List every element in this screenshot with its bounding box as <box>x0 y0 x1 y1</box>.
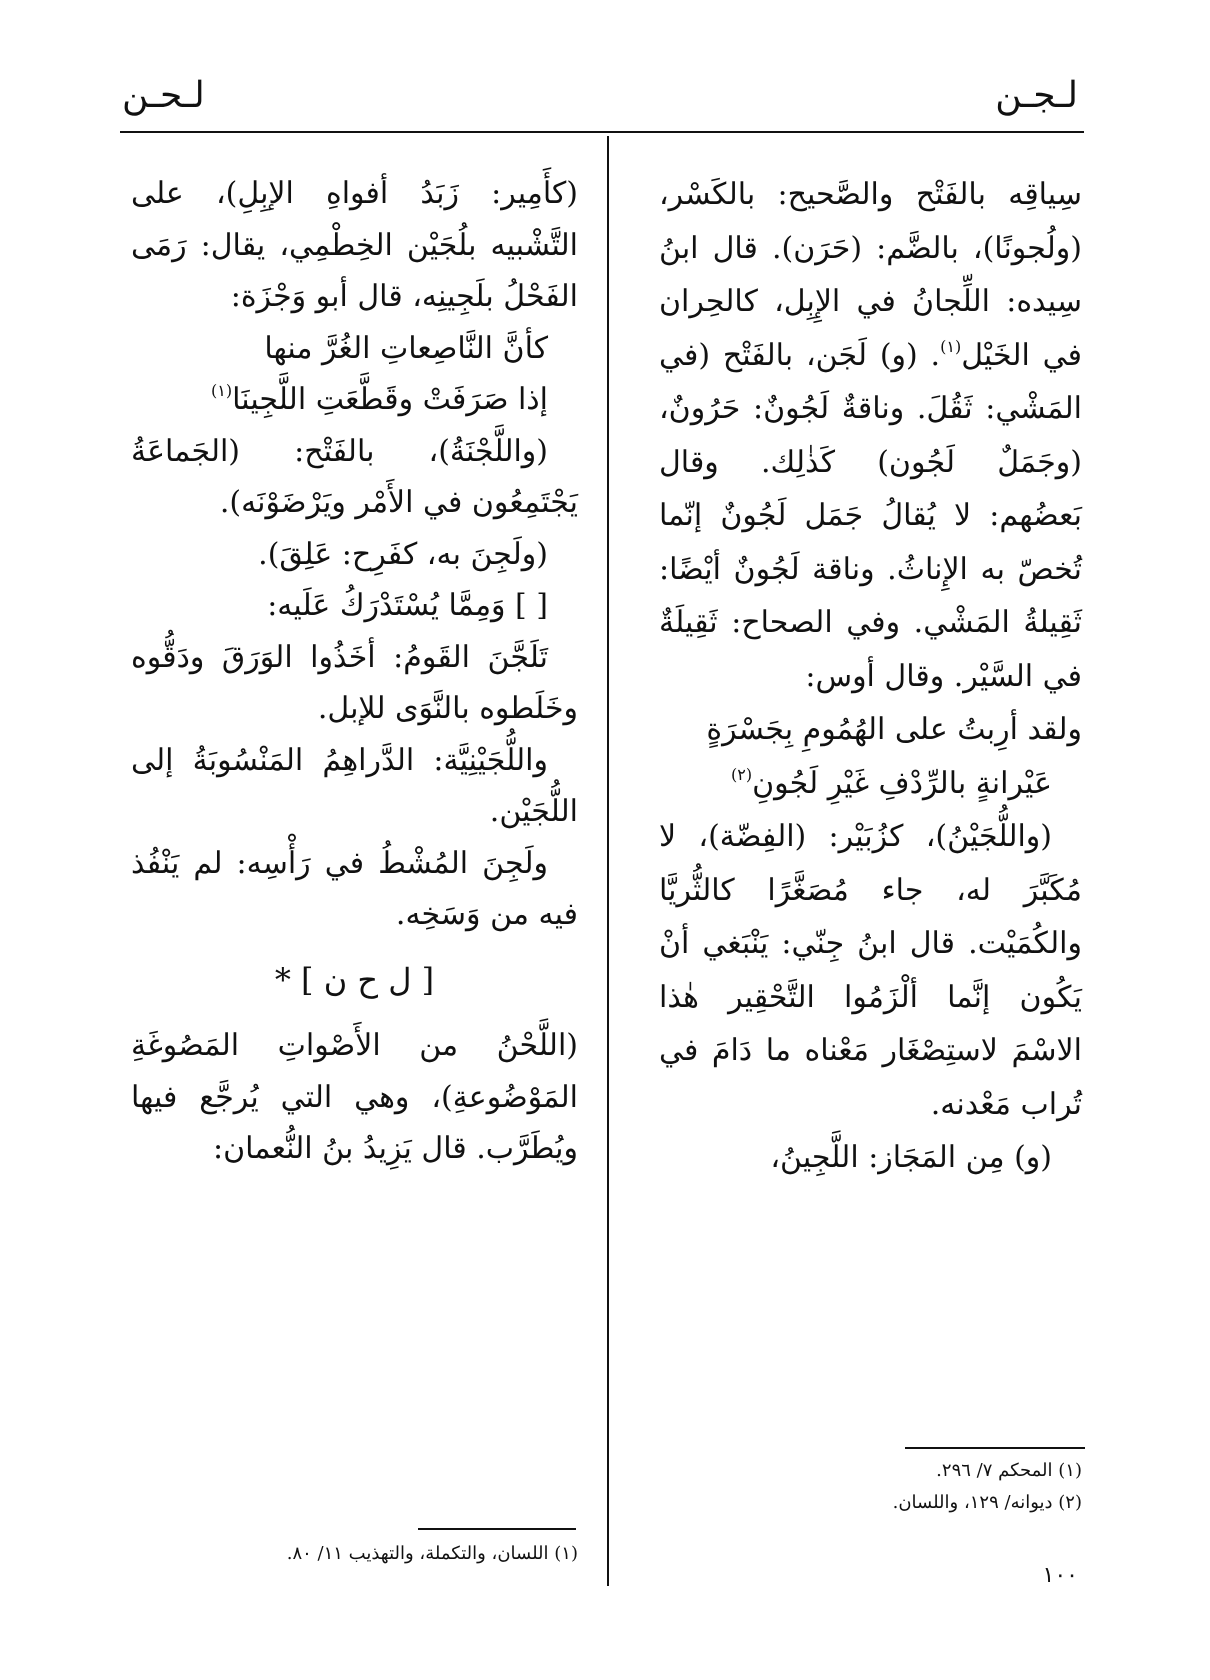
root-headword: [ ل ح ن ] * <box>274 960 435 999</box>
poem-line-2: إذا صَرَفَتْ وقَطَّعَتِ اللَّجِينَا$^{(١)}$ <box>211 381 548 417</box>
page-number: ١٠٠ <box>1042 1563 1078 1588</box>
entry-text: (و) مِن المَجَاز: اللَّجِينُ، <box>770 1140 1052 1175</box>
footnote-ref: (١) <box>940 336 962 356</box>
footnote-2: (٢) ديوانه/ ١٢٩، واللسان. <box>892 1492 1082 1513</box>
entry-text: ولَجِنَ المُشْطُ في رَأْسِه: لم يَنْفُذ فيه من وَسَخِه. <box>131 845 578 932</box>
poem-line-1: ولقد أرِبتُ على الهُمُومِ بِجَسْرَةٍ <box>706 712 1082 747</box>
running-header-left: لـحـن <box>122 75 205 116</box>
running-header-right: لـجـن <box>995 75 1078 116</box>
right-column <box>659 168 1082 1185</box>
entry-text: واللُّجَيْنِيَّة: الدَّراهِمُ المَنْسُوبَةُ إلى اللُّجَيْن. <box>131 742 578 829</box>
entry-text: تَلَجَّنَ القَومُ: أخَذُوا الوَرَقَ ودَقُّوه وخَلَطوه بالنَّوَى للإبل. <box>131 639 578 726</box>
entry-text: (اللَّحْنُ من الأَصْواتِ المَصُوغَةِ المَوْضُوعةِ)، وهي التي يُرجَّع فيها ويُطَرَّب. قال يَزِيدُ بنُ النُّعمان: <box>131 1028 578 1166</box>
entry-text: (واللُّجَيْنُ)، كزُبَيْر: (الفِضّة)، لا مُكَبَّرَ له، جاء مُصَغَّرًا كالثُّريَّا والكُمَيْت. قال ابنُ جِنّي: يَنْبَغي أنْ يَكُون إنَّما ألْزَمُوا التَّحْقِير هٰذا الاسْمَ لاستِصْغَار مَعْناه ما دَامَ في تُراب مَعْدنه. <box>659 819 1082 1122</box>
footnote-1: (١) اللسان، والتكملة، والتهذيب ١١/ ٨٠. <box>286 1543 578 1564</box>
footnotes-left <box>131 1538 578 1570</box>
entry-text: (ولَجِنَ به، كفَرِح: عَلِقَ). <box>258 536 548 572</box>
footnote-ref: (٢) <box>731 764 753 784</box>
left-column <box>131 168 578 1175</box>
header-rule <box>120 131 1084 133</box>
footnote-rule-left <box>418 1528 576 1530</box>
footnote-1: (١) المحكم ٧/ ٢٩٦. <box>936 1460 1082 1481</box>
entry-text: [ ] وَمِمَّا يُسْتَدْرَكُ عَلَيه: <box>267 588 548 623</box>
entry-text: (كأَمِير: زَبَدُ أفواهِ الإبِلِ)، على التَّشْبيه بلُجَيْن الخِطْمِي، يقال: رَمَى الفَحْلُ بلَجِينِه، قال أبو وَجْزَة: <box>131 176 578 314</box>
poem-line-2: عَيْرانةٍ بالرِّدْفِ غَيْرِ لَجُونِ$^{(٢)}$ <box>731 764 1052 801</box>
footnote-ref: (١) <box>211 381 233 400</box>
footnotes-right <box>662 1455 1082 1519</box>
footnote-rule-right <box>905 1447 1085 1449</box>
poem-line-1: كأنَّ النَّاصِعاتِ الغُرَّ منها <box>264 330 548 366</box>
column-divider <box>607 136 609 1586</box>
entry-text: سِياقِه بالفَتْح والصَّحيح: بالكَسْر، (ولُجونًا)، بالضَّم: (حَرَن). قال ابنُ سِيده: اللِّجانُ في الإِبِل، كالحِران في الخَيْل$^{(١)}$. (و) لَجَن، بالفَتْح (في المَشْي: ثَقُلَ. وناقةٌ لَجُونٌ: حَرُونٌ، (وجَمَلٌ لَجُون) كَذٰلِك. وقال بَعضُهم: لا يُقالُ جَمَل لَجُونٌ إنّما تُخصّ به الإِناثُ. وناقة لَجُونٌ أيْضًا: ثَقِيلةُ المَشْي. وفي الصحاح: ثَقِيلَةٌ في السَّيْر. وقال أوس: <box>659 177 1082 694</box>
entry-text: (واللَّجْنَةُ)، بالفَتْح: (الجَماعَةُ يَجْتَمِعُون في الأَمْر ويَرْضَوْنَه). <box>131 433 578 520</box>
